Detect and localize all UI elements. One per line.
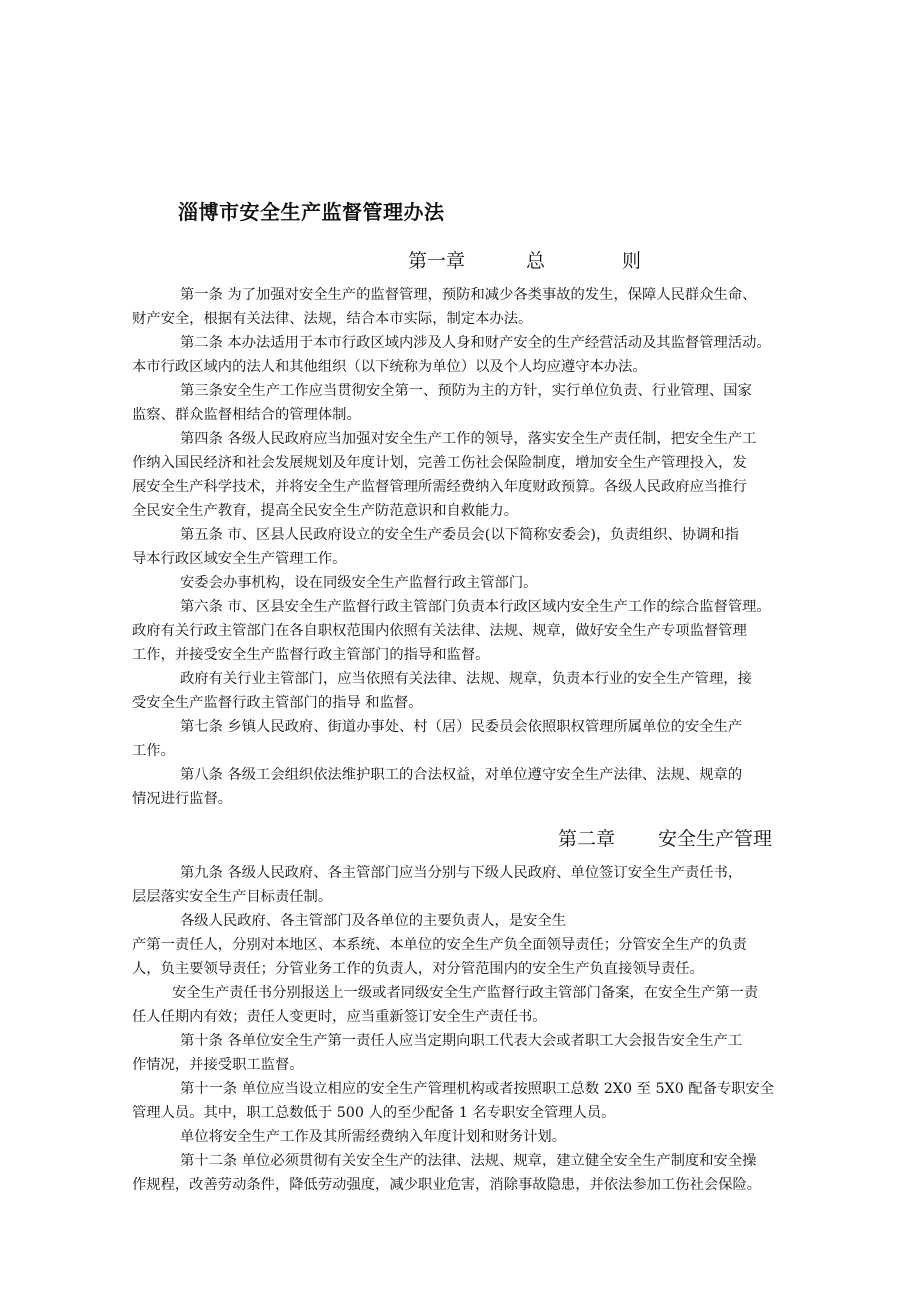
paragraph-line: 监察、群众监督相结合的管理体制。 [132, 407, 361, 423]
chapter-2-number: 第二章 [558, 828, 616, 850]
paragraph-line: 管理人员。其中，职工总数低于 500 人的至少配备 1 名专职安全管理人员。 [132, 1105, 616, 1121]
paragraph-line: 各级人民政府、各主管部门及各单位的主要负责人，是安全生 [180, 913, 567, 929]
paragraph-line: 第一条 为了加强对安全生产的监督管理，预防和减少各类事故的发生，保障人民群众生命、 [180, 287, 757, 303]
paragraph-line: 任人任期内有效；责任人变更时，应当重新签订安全生产责任书。 [132, 1009, 547, 1025]
paragraph-line: 导本行政区域安全生产管理工作。 [132, 551, 347, 567]
paragraph-line: 第十一条 单位应当设立相应的安全生产管理机构或者按照职工总数 2X0 至 5X0 配备专职安全 [180, 1081, 775, 1097]
paragraph-line: 财产安全，根据有关法律、法规，结合本市实际，制定本办法。 [132, 311, 533, 327]
paragraph-line: 政府有关行政主管部门在各自职权范围内依照有关法律、法规、规章，做好安全生产专项监督管理 [132, 623, 747, 639]
paragraph-line: 作规程，改善劳动条件，降低劳动强度，减少职业危害，消除事故隐患，并依法参加工伤社会保险。 [132, 1177, 762, 1193]
paragraph-line: 第十二条 单位必须贯彻有关安全生产的法律、法规、规章，建立健全安全生产制度和安全操 [180, 1153, 757, 1169]
paragraph-line: 安委会办事机构，设在同级安全生产监督行政主管部门。 [180, 575, 538, 591]
paragraph-line: 展安全生产科学技术，并将安全生产监督管理所需经费纳入年度财政预算。各级人民政府应当推行 [132, 479, 747, 495]
paragraph-line: 第二条 本办法适用于本市行政区域内涉及人身和财产安全的生产经营活动及其监督管理活动。 [180, 335, 771, 351]
paragraph-line: 安全生产责任书分别报送上一级或者同级安全生产监督行政主管部门备案，在安全生产第一责 [172, 985, 759, 1001]
chapter-2-heading [558, 824, 772, 851]
paragraph-line: 第五条 市、区县人民政府设立的安全生产委员会(以下简称安委会)，负责组织、协调和指 [180, 527, 739, 543]
paragraph-line: 全民安全生产教育，提高全民安全生产防范意识和自救能力。 [132, 503, 519, 519]
chapter-1-heading [408, 246, 641, 273]
paragraph-line: 层层落实安全生产目标责任制。 [132, 889, 333, 905]
chapter-2-title: 安全生产管理 [658, 828, 773, 850]
paragraph-line: 第六条 市、区县安全生产监督行政主管部门负责本行政区域内安全生产工作的综合监督管理。 [180, 599, 771, 615]
paragraph-line: 第八条 各级工会组织依法维护职工的合法权益，对单位遵守安全生产法律、法规、规章的 [180, 767, 743, 783]
document-title: 淄博市安全生产监督管理办法 [178, 200, 445, 224]
chapter-1-title-part-1: 总 [526, 250, 546, 272]
chapter-1-title-part-2: 则 [622, 250, 642, 272]
paragraph-line: 工作，并接受安全生产监督行政主管部门的指导和监督。 [132, 647, 490, 663]
paragraph-line: 作纳入国民经济和社会发展规划及年度计划，完善工伤社会保险制度，增加安全生产管理投入，发 [132, 455, 747, 471]
paragraph-line: 受安全生产监督行政主管部门的指导 和监督。 [132, 695, 423, 711]
paragraph-line: 单位将安全生产工作及其所需经费纳入年度计划和财务计划。 [180, 1129, 567, 1145]
paragraph-line: 工作。 [132, 743, 175, 759]
paragraph-line: 人，负主要领导责任；分管业务工作的负责人，对分管范围内的安全生产负直接领导责任。 [132, 961, 704, 977]
paragraph-line: 本市行政区域内的法人和其他组织（以下统称为单位）以及个人均应遵守本办法。 [132, 359, 647, 375]
paragraph-line: 作情况，并接受职工监督。 [132, 1057, 304, 1073]
paragraph-line: 第九条 各级人民政府、各主管部门应当分别与下级人民政府、单位签订安全生产责任书， [180, 865, 743, 881]
paragraph-line: 第四条 各级人民政府应当加强对安全生产工作的领导，落实安全生产责任制，把安全生产工 [180, 431, 757, 447]
paragraph-line: 第三条安全生产工作应当贯彻安全第一、预防为主的方针，实行单位负责、行业管理、国家 [180, 383, 752, 399]
chapter-1-number: 第一章 [408, 250, 466, 272]
paragraph-line: 政府有关行业主管部门，应当依照有关法律、法规、规章，负责本行业的安全生产管理，接 [180, 671, 752, 687]
paragraph-line: 第七条 乡镇人民政府、街道办事处、村（居）民委员会依照职权管理所属单位的安全生产 [180, 719, 743, 735]
paragraph-line: 情况进行监督。 [132, 791, 233, 807]
paragraph-line: 第十条 各单位安全生产第一责任人应当定期向职工代表大会或者职工大会报告安全生产工 [180, 1033, 743, 1049]
paragraph-line: 产第一责任人，分别对本地区、本系统、本单位的安全生产负全面领导责任；分管安全生产的负责 [132, 937, 747, 953]
